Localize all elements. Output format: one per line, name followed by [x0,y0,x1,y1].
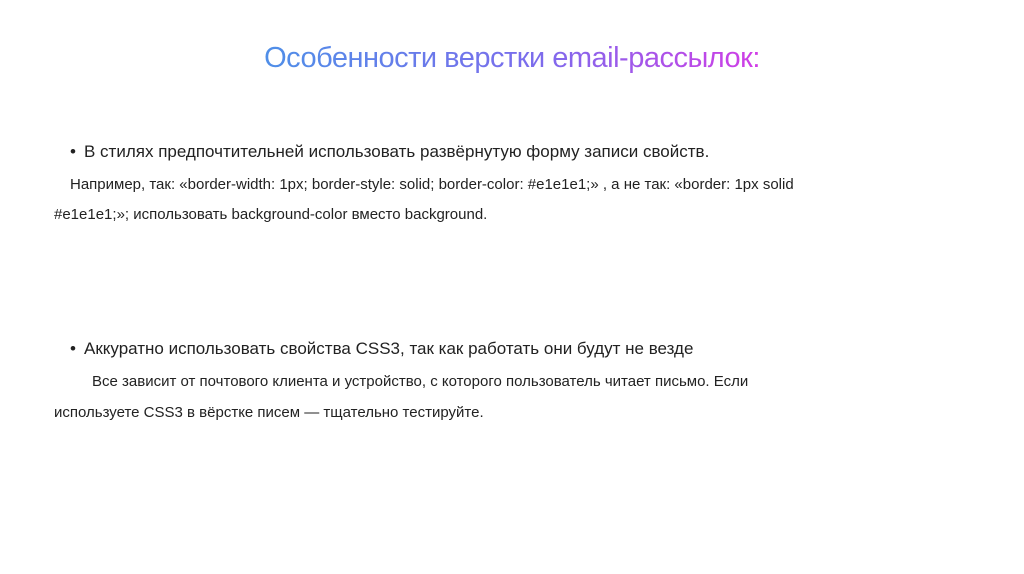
bullet-heading-2 [70,338,693,360]
slide-title [0,38,1024,78]
bullet-heading-text: В стилях предпочтительней использовать развёрнутую форму записи свойств. [84,142,710,161]
detail-line: используете CSS3 в вёрстке писем — тщательно тестируйте. [54,404,484,421]
detail-line: Например, так: «border-width: 1px; border-style: solid; border-color: #e1e1e1;» , а не так: «border: 1px solid [70,176,794,193]
detail-line: Все зависит от почтового клиента и устройство, с которого пользователь читает письмо. Если [92,373,749,390]
detail-line: #e1e1e1;»; использовать background-color вместо background. [54,206,488,223]
bullet-point: • [70,142,76,161]
bullet-heading-text: Аккуратно использовать свойства CSS3, так как работать они будут не везде [84,339,694,358]
bullet-point: • [70,339,76,358]
bullet-heading-1 [70,141,709,163]
slide-title-text: Особенности верстки email-рассылок: [264,42,760,74]
